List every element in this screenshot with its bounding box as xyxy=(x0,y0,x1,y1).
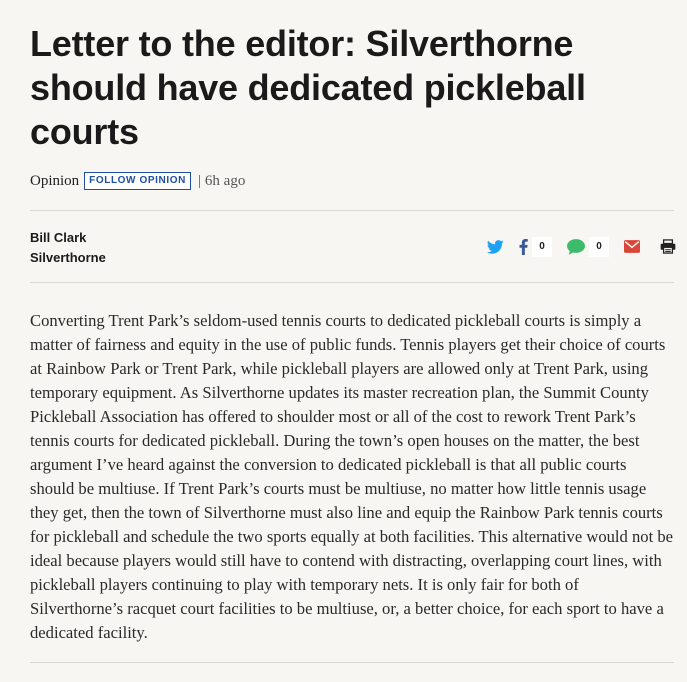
comment-icon xyxy=(567,239,585,255)
meta-separator: | xyxy=(197,172,201,189)
byline-row xyxy=(30,211,674,282)
timestamp: 6h ago xyxy=(204,172,246,189)
share-bar xyxy=(487,237,676,257)
article-body: Converting Trent Park’s seldom-used tennis courts to dedicated pickleball courts is simply a matter of fairness and equity in the use of public funds. Tennis players get their choice of courts at Rainbow Park or Trent Park, while pickleball players are allowed only at Trent Park, using temporary equipment. As Silverthorne updates its master recreation plan, the Summit County Pickleball Association has offered to shoulder most or all of the cost to rework Trent Park’s tennis courts for dedicated pickleball. During the town’s open houses on the matter, the best argument I’ve heard against the conversion to dedicated pickleball is that all public courts should be multiuse. If Trent Park’s courts must be multiuse, no matter how little tennis usage they get, then the town of Silverthorne must also line and equip the Rainbow Park tennis courts for pickleball and schedule the two sports equally at both facilities. This alternative would not be ideal because players would still have to contend with distracting, overlapping court lines, with pickleball players continuing to play with temporary nets. It is only fair for both of Silverthorne’s racquet court facilities to be multiuse, or, a better choice, for each sport to have a dedicated facility. xyxy=(30,311,673,642)
print-icon xyxy=(660,239,676,254)
facebook-share-count: 0 xyxy=(532,237,552,257)
author xyxy=(30,228,106,268)
email-share-button[interactable] xyxy=(624,240,640,253)
twitter-share-button[interactable] xyxy=(487,240,504,254)
follow-opinion-button[interactable]: FOLLOW OPINION xyxy=(84,172,191,190)
section-label: Opinion xyxy=(30,172,80,189)
twitter-icon xyxy=(487,240,504,254)
facebook-share-button[interactable] xyxy=(519,237,552,257)
facebook-icon xyxy=(519,239,528,255)
author-name: Bill Clark xyxy=(30,229,87,245)
comment-button[interactable] xyxy=(567,237,609,257)
author-location: Silverthorne xyxy=(30,249,106,265)
divider-middle xyxy=(30,282,674,283)
headline: Letter to the editor: Silverthorne should have dedicated pickleball courts xyxy=(30,23,586,152)
divider-bottom xyxy=(30,662,674,663)
print-button[interactable] xyxy=(660,239,676,254)
article-meta xyxy=(30,171,674,191)
email-icon xyxy=(624,240,640,253)
article xyxy=(30,0,674,663)
comment-count: 0 xyxy=(589,237,609,257)
